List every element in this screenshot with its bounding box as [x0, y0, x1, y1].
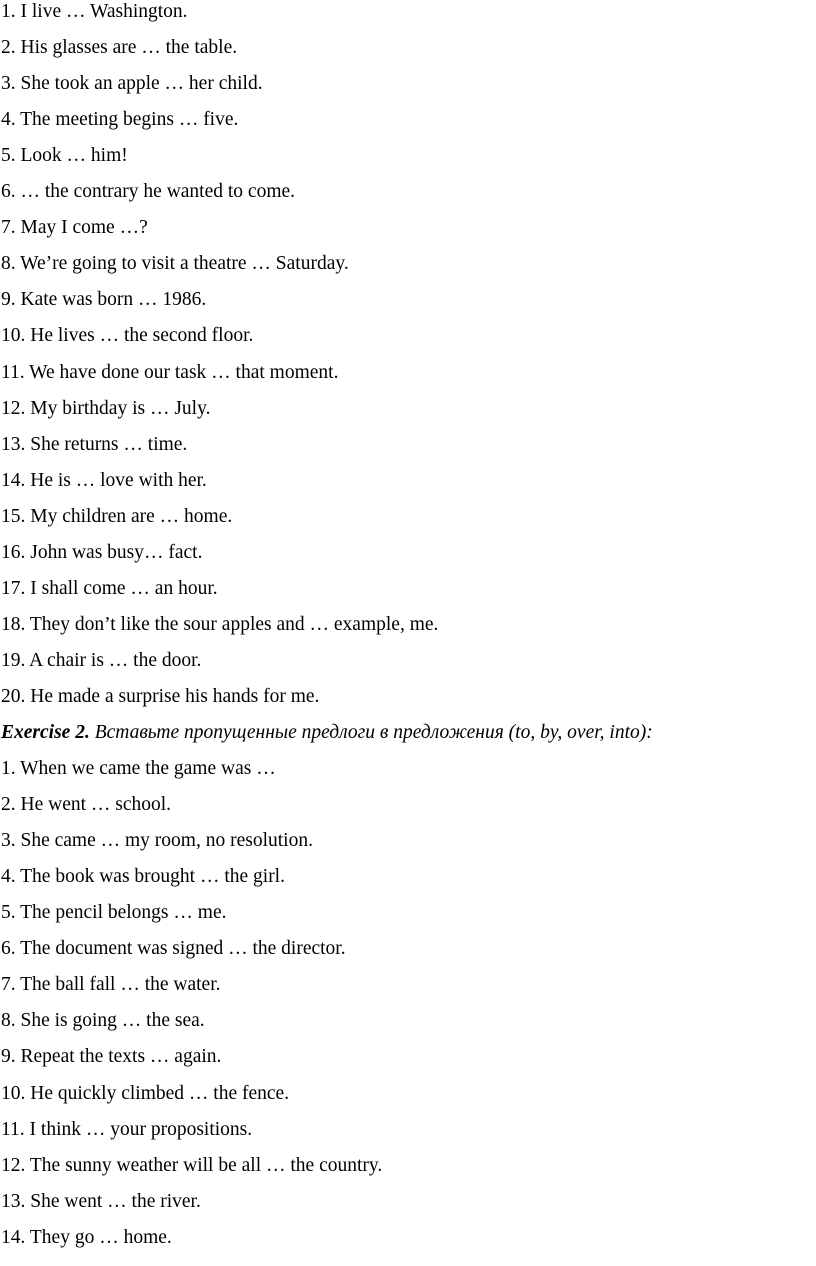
- exercise2-item: 1. When we came the game was …: [1, 758, 276, 780]
- exercise2-item: 5. The pencil belongs … me.: [1, 902, 227, 924]
- exercise2-item: 2. He went … school.: [1, 794, 172, 816]
- exercise1-item: 3. She took an apple … her child.: [1, 73, 263, 95]
- exercise1-item: 12. My birthday is … July.: [1, 397, 211, 419]
- exercise2-item: 12. The sunny weather will be all … the country.: [1, 1154, 383, 1176]
- exercise1-item: 16. John was busy… fact.: [1, 541, 203, 563]
- exercise2-item: 10. He quickly climbed … the fence.: [1, 1082, 290, 1104]
- exercise2-item: 14. They go … home.: [1, 1226, 172, 1248]
- exercise2-item: 6. The document was signed … the director.: [1, 938, 346, 960]
- exercise-2-heading: [1, 721, 653, 745]
- exercise1-item: 8. We’re going to visit a theatre … Saturday.: [1, 253, 349, 275]
- exercise1-item: 2. His glasses are … the table.: [1, 37, 238, 59]
- exercise2-item: 11. I think … your propositions.: [1, 1118, 253, 1140]
- exercise1-item: 9. Kate was born … 1986.: [1, 289, 207, 311]
- exercise1-item: 10. He lives … the second floor.: [1, 325, 254, 347]
- exercise2-item: 7. The ball fall … the water.: [1, 974, 221, 996]
- exercise1-item: 14. He is … love with her.: [1, 469, 207, 491]
- exercise-2-instruction: Вставьте пропущенные предлоги в предложения (to, by, over, into):: [94, 722, 653, 743]
- exercise1-item: 1. I live … Washington.: [1, 1, 188, 22]
- exercise1-item: 20. He made a surprise his hands for me.: [1, 685, 320, 707]
- exercise1-item: 5. Look … him!: [1, 145, 128, 167]
- exercise2-item: 4. The book was brought … the girl.: [1, 866, 285, 888]
- exercise1-item: 18. They don’t like the sour apples and … example, me.: [1, 613, 439, 635]
- exercise1-item: 6. … the contrary he wanted to come.: [1, 181, 296, 203]
- exercise2-item: 13. She went … the river.: [1, 1190, 201, 1212]
- exercise1-item: 19. A chair is … the door.: [1, 649, 202, 671]
- exercise2-item: 9. Repeat the texts … again.: [1, 1046, 222, 1068]
- exercise1-item: 13. She returns … time.: [1, 433, 188, 455]
- exercise1-item: 15. My children are … home.: [1, 505, 233, 527]
- exercise1-item: 17. I shall come … an hour.: [1, 577, 218, 599]
- exercise2-item: 8. She is going … the sea.: [1, 1010, 205, 1032]
- exercise1-item: 7. May I come …?: [1, 217, 148, 239]
- exercise-2-title: Exercise 2.: [1, 722, 90, 743]
- exercise1-item: 11. We have done our task … that moment.: [1, 361, 339, 383]
- exercise2-item: 3. She came … my room, no resolution.: [1, 830, 313, 852]
- exercise1-item: 4. The meeting begins … five.: [1, 109, 239, 131]
